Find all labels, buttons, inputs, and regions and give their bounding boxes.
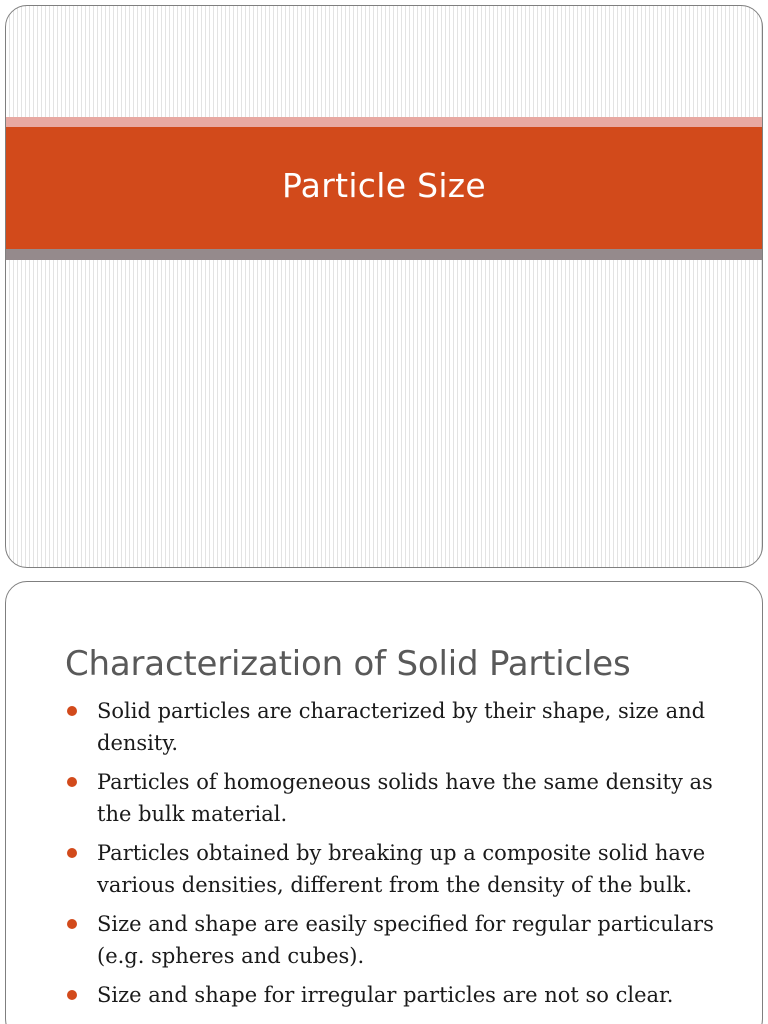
bullet-text: Size and shape for irregular particles are not so clear. [97, 983, 674, 1007]
bullet-item [64, 767, 714, 830]
bullet-item [64, 838, 714, 901]
bullet-text: Solid particles are characterized by their shape, size and density. [97, 699, 706, 755]
bullet-text: Particles of homogeneous solids have the same density as the bulk material. [97, 770, 713, 826]
bullet-dot-icon [67, 706, 77, 716]
bullet-text: Particles obtained by breaking up a composite solid have various densities, different from the density of the bulk. [97, 841, 706, 897]
title-band [6, 127, 762, 249]
bullet-dot-icon [67, 848, 77, 858]
title-slide [5, 5, 763, 568]
bullet-dot-icon [67, 990, 77, 1000]
title-band-top-stripe [6, 117, 762, 127]
slide-title: Particle Size [281, 165, 487, 205]
bullet-item [64, 980, 714, 1012]
bullet-list [64, 696, 714, 1020]
bullet-item [64, 696, 714, 759]
title-band-bottom-stripe [6, 249, 762, 260]
bullet-text: Size and shape are easily specified for regular particulars (e.g. spheres and cubes). [97, 912, 714, 968]
slide-heading: Characterization of Solid Particles [65, 644, 631, 684]
bullet-item [64, 909, 714, 972]
bullet-dot-icon [67, 919, 77, 929]
bullet-dot-icon [67, 777, 77, 787]
content-slide [5, 581, 763, 1024]
